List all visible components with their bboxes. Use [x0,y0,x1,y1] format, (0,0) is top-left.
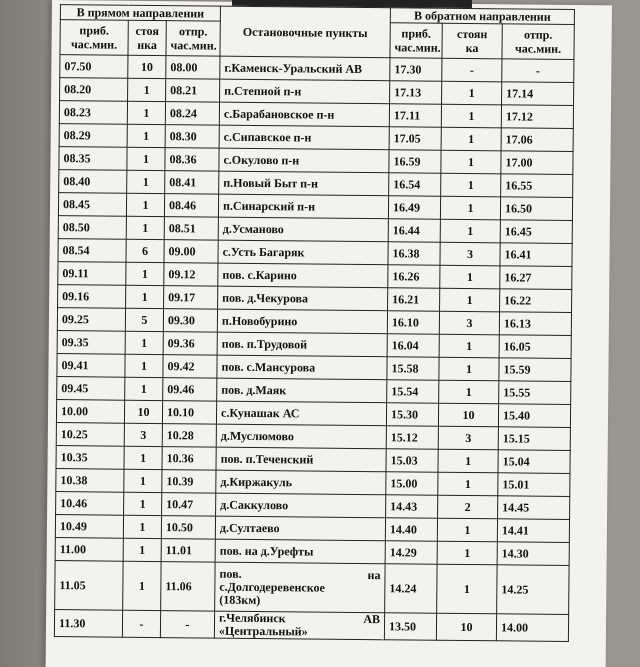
backward-stay-cell: 3 [439,311,499,335]
forward-arrival-cell: 09.11 [58,262,126,286]
forward-arrival-cell: 10.46 [56,492,124,516]
backward-departure-cell: 15.04 [498,450,570,474]
forward-arrival-cell: 10.38 [56,469,124,493]
backward-arrival-cell: 15.03 [386,449,438,472]
forward-stay-cell: 1 [128,78,166,101]
backward-stay-cell: 10 [438,403,498,427]
backward-stay-cell: 3 [438,426,498,450]
backward-arrival-cell: 16.38 [388,242,440,265]
backward-departure-cell: 17.14 [502,82,574,106]
forward-departure-cell: 11.06 [161,562,215,612]
table-row [55,561,569,615]
forward-arrival-cell: 08.35 [59,147,127,171]
bus-schedule-table [54,4,575,642]
backward-departure-cell: 14.45 [498,496,570,520]
backward-departure-header: отпр. час.мин. [502,24,574,60]
backward-stay-cell: 1 [439,334,499,358]
backward-stay-cell: 1 [438,472,498,496]
backward-arrival-cell: 17.30 [390,58,442,81]
forward-departure-cell: 09.42 [163,355,217,379]
forward-stay-cell: 1 [126,285,164,308]
forward-arrival-cell: 08.20 [60,78,128,102]
stop-name-cell: с.Кунашак АС [216,401,386,426]
forward-stay-cell: 1 [126,193,164,216]
backward-stay-cell: 1 [437,518,497,542]
backward-departure-cell: 15.15 [498,427,570,451]
forward-stay-cell: 1 [124,469,162,492]
stop-name-cell: д.Усманово [218,217,388,242]
forward-stay-header: стоя нка [128,20,166,55]
forward-arrival-cell: 10.35 [56,446,124,470]
backward-departure-cell: 15.59 [499,358,571,382]
backward-arrival-cell: 16.26 [388,265,440,288]
stop-name-cell: д.Киржакуль [216,470,386,495]
backward-departure-cell: 15.55 [499,381,571,405]
backward-stay-cell: - [442,58,502,82]
backward-departure-cell: 17.00 [501,151,573,175]
backward-arrival-cell: 17.05 [389,127,441,150]
backward-arrival-cell: 13.50 [384,613,436,640]
stops-header: Остановочные пункты [220,6,390,58]
stop-name-cell: пов. с.Карино [218,263,388,288]
backward-arrival-cell: 16.10 [387,311,439,334]
forward-departure-cell: 08.51 [164,217,218,241]
forward-arrival-cell: 10.00 [56,400,124,424]
forward-stay-cell: 1 [123,515,161,538]
stop-name-cell: п.Новобурино [217,309,387,334]
backward-arrival-cell: 16.59 [389,150,441,173]
forward-departure-cell: 08.30 [165,125,219,149]
forward-arrival-cell: 08.45 [58,193,126,217]
backward-arrival-cell: 14.29 [385,541,437,564]
backward-departure-cell: - [502,59,574,83]
backward-stay-cell: 1 [438,449,498,473]
backward-departure-cell: 16.05 [499,335,571,359]
forward-arrival-cell: 09.16 [58,285,126,309]
backward-departure-cell: 16.27 [500,266,572,290]
schedule-sheet [46,0,612,667]
forward-arrival-cell: 07.50 [60,55,128,79]
forward-stay-cell: 1 [123,561,161,610]
backward-departure-cell: 14.00 [496,614,568,642]
backward-stay-cell: 1 [441,173,501,197]
backward-departure-cell: 16.50 [500,197,572,221]
forward-departure-cell: - [160,611,214,639]
stop-name-cell: с.Сипавское п-н [219,125,389,150]
stop-name-line1-b: на [367,567,381,582]
forward-stay-cell: 1 [127,170,165,193]
forward-departure-cell: 09.17 [164,286,218,310]
backward-arrival-cell: 14.43 [386,495,438,518]
backward-departure-cell: 16.45 [500,220,572,244]
stop-name-cell: п.Степной п-н [220,79,390,104]
forward-stay-cell: 1 [124,446,162,469]
stop-name-cell: с.Усть Багаряк [218,240,388,265]
backward-arrival-cell: 16.04 [387,334,439,357]
forward-departure-cell: 09.00 [164,240,218,264]
forward-stay-cell: 10 [128,55,166,78]
forward-departure-cell: 10.28 [162,424,216,448]
forward-departure-cell: 10.47 [162,493,216,517]
backward-departure-cell: 16.22 [500,289,572,313]
forward-departure-cell: 11.01 [161,539,215,563]
forward-departure-cell: 08.24 [165,102,219,126]
forward-stay-cell: 1 [126,216,164,239]
forward-departure-cell: 09.46 [163,378,217,402]
stop-name-cell: пов. д.Маяк [217,378,387,403]
backward-departure-cell: 14.41 [497,519,569,543]
forward-stay-cell: 1 [127,147,165,170]
backward-arrival-cell: 15.30 [386,403,438,426]
forward-arrival-cell: 11.00 [55,538,123,562]
backward-arrival-cell: 14.24 [385,564,437,613]
forward-arrival-cell: 08.54 [58,239,126,263]
forward-stay-cell: 1 [126,262,164,285]
backward-stay-cell: 10 [436,613,496,641]
backward-departure-cell: 15.40 [498,404,570,428]
forward-stay-cell: 1 [123,538,161,561]
backward-stay-cell: 1 [437,564,497,614]
forward-stay-cell: 3 [124,423,162,446]
forward-departure-cell: 08.00 [166,56,220,80]
backward-stay-cell: 1 [441,127,501,151]
forward-arrival-cell: 10.49 [55,515,123,539]
forward-stay-cell: 10 [124,400,162,423]
backward-stay-cell: 1 [437,541,497,565]
backward-arrival-cell: 17.13 [390,81,442,104]
backward-arrival-cell: 17.11 [389,104,441,127]
stop-name-cell: с.Окулово п-н [219,148,389,173]
forward-departure-cell: 08.46 [164,194,218,218]
stop-name-cell: пов. д.Чекурова [218,286,388,311]
forward-arrival-cell: 08.40 [59,170,127,194]
stop-name-cell: д.Султаево [215,516,385,541]
forward-stay-cell: 1 [124,492,162,515]
forward-departure-cell: 10.39 [162,470,216,494]
stop-name-cell: г.Каменск-Уральский АВ [220,56,390,81]
forward-arrival-cell: 11.05 [55,561,123,611]
forward-departure-cell: 08.21 [166,79,220,103]
stop-name-cell: п.Синарский п-н [218,194,388,219]
backward-departure-cell: 16.55 [501,174,573,198]
stop-name-cell: с.Барабановское п-н [219,102,389,127]
backward-stay-cell: 2 [438,495,498,519]
backward-departure-cell: 14.30 [497,542,569,566]
stop-name-cell: п.Новый Быт п-н [219,171,389,196]
forward-departure-cell: 09.30 [163,309,217,333]
stop-name-cell: д.Саккулово [216,493,386,518]
backward-stay-cell: 1 [441,150,501,174]
forward-arrival-cell: 10.25 [56,423,124,447]
backward-arrival-header: приб. час.мин. [390,23,442,58]
forward-arrival-header: приб. час.мин. [60,20,128,56]
backward-stay-cell: 1 [441,104,501,128]
stop-name-line3: (183км) [219,592,261,607]
forward-departure-cell: 10.50 [161,516,215,540]
forward-arrival-cell: 09.45 [57,377,125,401]
stop-name-line1-a: пов. [219,566,242,581]
schedule-body [54,55,574,642]
backward-arrival-cell: 16.21 [388,288,440,311]
backward-stay-cell: 1 [440,219,500,243]
stop-name-cell: пов. с.Мансурова [217,355,387,380]
backward-stay-cell: 1 [442,81,502,105]
forward-arrival-cell: 09.25 [57,308,125,332]
forward-stay-cell: 5 [125,308,163,331]
stop-name-line2: «Центральный» [218,623,308,639]
backward-arrival-cell: 15.00 [386,472,438,495]
stop-name-cell: пов. п.Трудовой [217,332,387,357]
backward-arrival-cell: 16.44 [388,219,440,242]
backward-direction-header: В обратном направлении [390,8,574,25]
forward-stay-cell: 1 [125,354,163,377]
forward-arrival-cell: 08.29 [59,124,127,148]
backward-arrival-cell: 16.54 [389,173,441,196]
backward-arrival-cell: 14.40 [385,518,437,541]
backward-departure-cell: 17.06 [501,128,573,152]
backward-departure-cell: 16.13 [499,312,571,336]
forward-departure-cell: 08.41 [165,171,219,195]
table-row [54,610,568,642]
stop-name-cell [215,562,385,613]
stop-name-cell [214,611,384,640]
backward-arrival-cell: 15.54 [387,380,439,403]
forward-stay-cell: 1 [127,124,165,147]
backward-stay-cell: 1 [440,196,500,220]
forward-stay-cell: - [122,610,160,637]
forward-stay-cell: 1 [127,101,165,124]
stop-name-line2: с.Долгодеревенское [219,579,325,595]
stop-name-line1-b: АВ [363,612,381,627]
forward-departure-cell: 09.36 [163,332,217,356]
backward-arrival-cell: 15.58 [387,357,439,380]
forward-departure-cell: 09.12 [164,263,218,287]
forward-departure-cell: 10.10 [162,401,216,425]
forward-stay-cell: 1 [125,331,163,354]
backward-stay-header: стоян ка [442,23,502,59]
stop-name-cell: пов. на д.Урефты [215,539,385,564]
forward-arrival-cell: 08.50 [58,216,126,240]
backward-stay-cell: 1 [439,357,499,381]
forward-stay-cell: 6 [126,239,164,262]
forward-arrival-cell: 08.23 [59,101,127,125]
forward-arrival-cell: 09.41 [57,354,125,378]
backward-departure-cell: 16.41 [500,243,572,267]
backward-arrival-cell: 15.12 [386,426,438,449]
stop-name-line1-a: г.Челябинск [219,610,286,626]
backward-stay-cell: 1 [440,288,500,312]
forward-departure-header: отпр. час.мин. [166,21,220,57]
forward-departure-cell: 10.36 [162,447,216,471]
backward-stay-cell: 3 [440,242,500,266]
backward-departure-cell: 14.25 [497,565,569,615]
forward-direction-header: В прямом направлении [60,5,220,22]
forward-arrival-cell: 11.30 [54,610,122,638]
stop-name-cell: пов. п.Теченский [216,447,386,472]
backward-arrival-cell: 16.49 [388,196,440,219]
backward-departure-cell: 17.12 [501,105,573,129]
backward-stay-cell: 1 [439,380,499,404]
backward-departure-cell: 15.01 [498,473,570,497]
forward-arrival-cell: 09.35 [57,331,125,355]
stop-name-cell: д.Муслюмово [216,424,386,449]
forward-departure-cell: 08.36 [165,148,219,172]
backward-stay-cell: 1 [440,265,500,289]
forward-stay-cell: 1 [125,377,163,400]
